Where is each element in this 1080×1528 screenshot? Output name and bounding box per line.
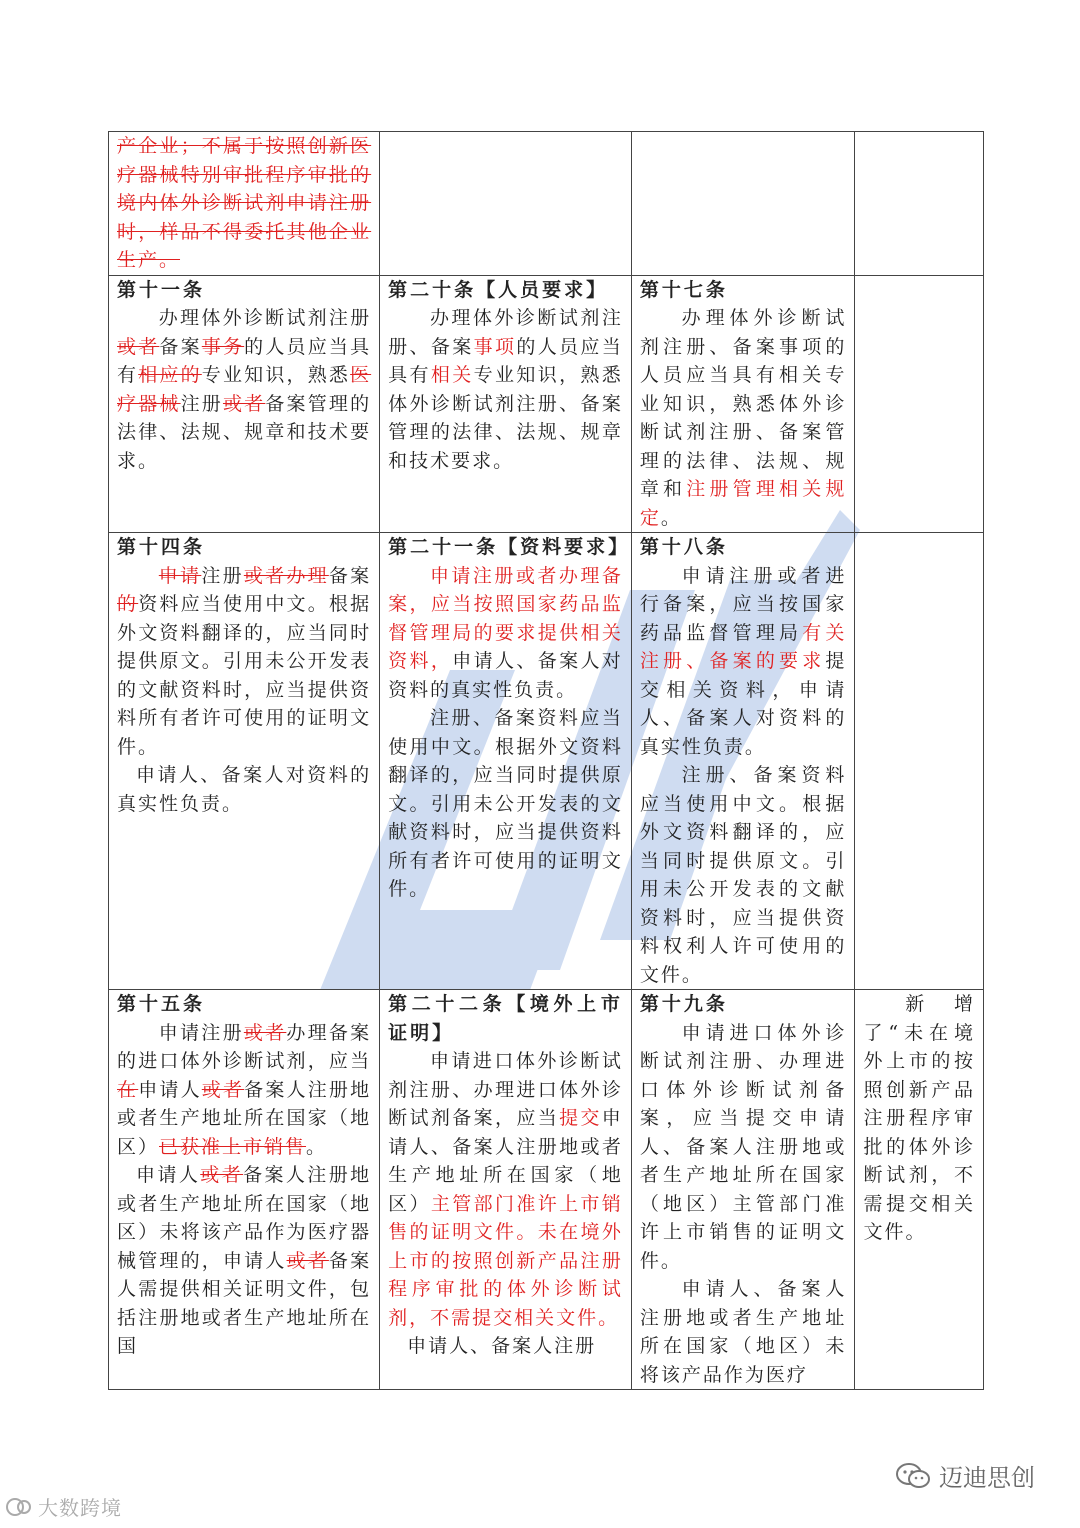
footer-brand-left-text: 大数跨境: [38, 1496, 122, 1520]
draft-text-cell: [380, 990, 632, 1390]
deleted-text: 或者办理: [243, 564, 329, 587]
logo-icon: [6, 1496, 32, 1518]
text-segment: 备案人注册地或者生产地址所在国家（地区）: [117, 1078, 372, 1158]
paragraph: [117, 304, 371, 475]
old-text-cell: [109, 275, 380, 533]
text-segment: 专业知识，熟悉: [201, 364, 351, 386]
regulation-comparison-table: [108, 131, 984, 1390]
text-segment: 备案: [328, 564, 372, 587]
text-segment: 申请人: [136, 1164, 201, 1186]
note-cell: [855, 275, 984, 533]
paragraph: 申请人、备案人对资料的真实性负责。: [117, 764, 372, 815]
paragraph: [388, 1047, 623, 1332]
final-text-cell: [631, 275, 855, 533]
table-row: [109, 533, 984, 990]
note-text: 新增了“未在境外上市的按照创新产品注册程序审批的体外诊断试剂，不需提交相关文件。: [863, 993, 975, 1243]
old-text-cell: [109, 132, 380, 276]
paragraph: [640, 562, 847, 762]
text-segment: 注册: [201, 564, 244, 587]
article-title: 第十五条: [117, 993, 206, 1015]
paragraph: [640, 1019, 847, 1276]
paragraph: [117, 562, 371, 762]
deleted-text: 或者: [201, 1078, 245, 1101]
text-segment: 办理体外诊断试剂注册、备案事项的人员应当具有相关专业知识，熟悉体外诊断试剂注册、备案管理的法律、法规、规章和: [639, 307, 847, 500]
text-segment: 申请人、备案人对资料的真实性负责。: [388, 650, 623, 701]
deleted-text: 申请: [158, 564, 202, 587]
text-segment: 专业知识，熟悉体外诊断试剂注册、备案管理的法律、法规、规章和技术要求。: [388, 364, 623, 472]
text-segment: 申请人: [138, 1078, 202, 1101]
text-segment: 备案人注册地或者生产地址所在国家（地区）未将该产品作为医疗器械管理的，申请人: [117, 1164, 372, 1272]
old-text-cell: [109, 533, 380, 990]
added-text: 申请注册或者办理备案，应当按照国家药品监督管理局的要求提供相关资料，: [388, 564, 623, 672]
article-title: 第十八条: [639, 536, 728, 558]
final-text-cell: [631, 132, 855, 276]
added-text: 主管部门准许上市销售的证明文件。未在境外上市的按照创新产品注册程序审批的体外诊断试剂，不需提交相关文件。: [388, 1192, 623, 1329]
text-segment: 注册: [180, 392, 223, 415]
paragraph: 注册、备案资料应当使用中文。根据外文资料翻译的，应当同时提供原文。引用未公开发表的文献资料时，应当提供资料所有者许可使用的证明文件。: [388, 707, 623, 900]
text-segment: 。: [306, 1135, 328, 1158]
deleted-text: 或者: [200, 1164, 244, 1186]
article-title: 第十九条: [639, 993, 728, 1015]
footer-brand-right: [895, 1458, 1035, 1493]
paragraph: [640, 304, 847, 532]
text-segment: 备案: [159, 335, 202, 358]
deleted-text: 的: [117, 593, 139, 615]
added-text: 注册管理相关规定: [639, 478, 847, 529]
table-row: [109, 990, 984, 1390]
table-row: [109, 275, 984, 533]
text-segment: 的人员应当具有: [117, 335, 372, 386]
text-segment: 备案人需提供相关证明文件，包括注册地或者生产地址所在国: [117, 1249, 372, 1357]
deleted-text: 在: [117, 1078, 139, 1101]
final-text-cell: [631, 990, 855, 1390]
deleted-text: 相应的: [138, 364, 202, 386]
text-segment: 提交相关资料，申请人、备案人对资料的真实性负责。: [639, 650, 847, 758]
deleted-text: 已获准上市销售: [159, 1135, 307, 1158]
paragraph: [117, 1019, 371, 1162]
added-text: 提交: [559, 1107, 602, 1129]
deleted-text: 医疗器械: [117, 364, 372, 415]
footer-brand-left: [6, 1492, 122, 1521]
draft-text-cell: [380, 275, 632, 533]
deleted-text: 或者: [286, 1249, 329, 1272]
paragraph: [117, 132, 371, 275]
paragraph: 注册、备案资料应当使用中文。根据外文资料翻译的，应当同时提供原文。引用未公开发表的文献资料时，应当提供资料权利人许可使用的文件。: [639, 764, 847, 986]
paragraph: [117, 1161, 371, 1361]
deleted-text: 或者: [243, 1021, 287, 1044]
article-title: 第十七条: [639, 278, 728, 301]
text-segment: 。: [660, 506, 682, 529]
text-segment: 备案管理的法律、法规、规章和技术要求。: [117, 392, 372, 472]
text-segment: 申请注册或者进行备案，应当按国家药品监督管理局: [639, 564, 847, 644]
text-segment: 的人员应当具有: [388, 335, 623, 386]
note-cell: [855, 132, 984, 276]
wechat-icon: [895, 1461, 931, 1491]
paragraph: [388, 562, 623, 705]
deleted-text: 或者: [117, 335, 160, 358]
text-segment: 申请进口体外诊断试剂注册、办理进口体外诊断试剂备案，应当提交申请人、备案人注册地或者生产地址所在国家（地区）主管部门准许上市销售的证明文件。: [639, 1021, 847, 1272]
text-segment: 办理体外诊断试剂注册: [158, 307, 372, 329]
old-text-cell: [109, 990, 380, 1390]
deleted-text: 或者: [222, 392, 266, 415]
paragraph: 申请人、备案人注册: [407, 1335, 597, 1357]
note-cell: [855, 533, 984, 990]
text-segment: 资料应当使用中文。根据外文资料翻译的，应当同时提供原文。引用未公开发表的文献资料时，应当提供资料所有者许可使用的证明文件。: [117, 593, 372, 758]
article-title: 第十一条: [117, 278, 206, 301]
draft-text-cell: [380, 533, 632, 990]
text-segment: 申请注册: [158, 1021, 244, 1044]
added-text: 有关注册、备案的要求: [639, 621, 847, 672]
table-row: [109, 132, 984, 276]
article-title: 第二十二条【境外上市证明】: [388, 993, 623, 1044]
paragraph: 申请人、备案人注册地或者生产地址所在国家（地区）未将该产品作为医疗: [639, 1278, 847, 1386]
paragraph: [388, 304, 623, 475]
added-text: 事项: [473, 335, 517, 358]
added-text: 相关: [430, 364, 474, 386]
text-segment: 办理体外诊断试剂注册、备案: [388, 307, 623, 358]
note-cell: [855, 990, 984, 1390]
footer-brand-right-text: 迈迪思创: [939, 1464, 1035, 1492]
text-segment: 申请进口体外诊断试剂注册、办理进口体外诊断试剂备案，应当: [388, 1050, 623, 1129]
article-title: 第十四条: [117, 536, 206, 558]
final-text-cell: [631, 533, 855, 990]
text-segment: 办理备案的进口体外诊断试剂，应当: [117, 1021, 372, 1072]
draft-text-cell: [380, 132, 632, 276]
deleted-text: 产企业；不属于按照创新医疗器械特别审批程序审批的境内体外诊断试剂申请注册时，样品不得委托其他企业生产。: [117, 135, 372, 271]
article-title: 第二十一条【资料要求】: [388, 536, 631, 558]
article-title: 第二十条【人员要求】: [388, 278, 609, 301]
text-segment: 申请人、备案人注册地或者生产地址所在国家（地区）: [388, 1107, 623, 1215]
deleted-text: 事务: [201, 335, 245, 358]
